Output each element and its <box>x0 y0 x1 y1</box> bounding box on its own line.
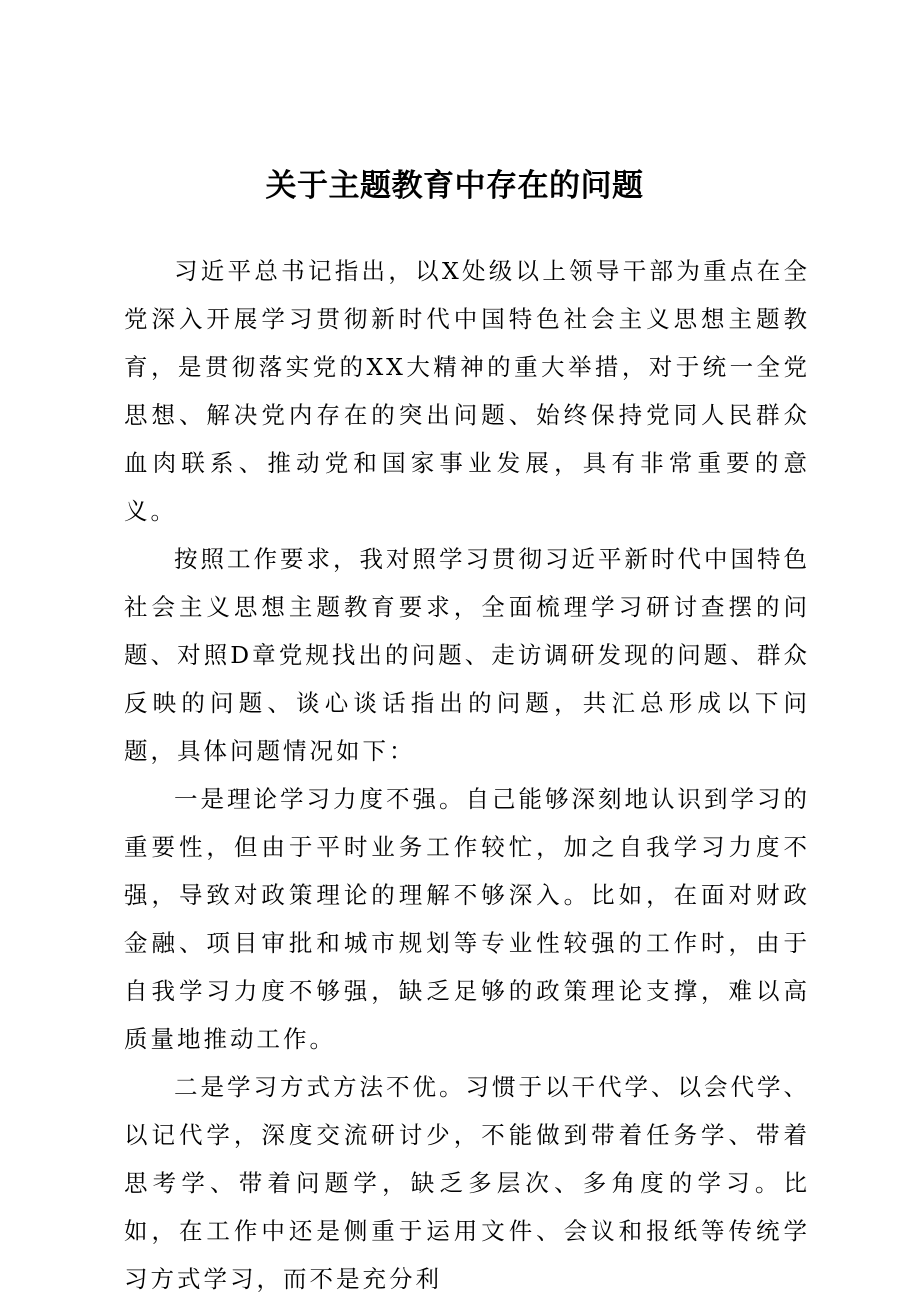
paragraph-intro: 习近平总书记指出，以X处级以上领导干部为重点在全党深入开展学习贯彻新时代中国特色社会主义思想主题教育，是贯彻落实党的XX大精神的重大举措，对于统一全党思想、解决党内存在的突出问题、始终保持党同人民群众血肉联系、推动党和国家事业发展，具有非常重要的意义。 <box>124 257 810 525</box>
paragraph-issue-1: 一是理论学习力度不强。自己能够深刻地认识到学习的重要性，但由于平时业务工作较忙，加之自我学习力度不强，导致对政策理论的理解不够深入。比如，在面对财政金融、项目审批和城市规划等专业性较强的工作时，由于自我学习力度不够强，缺乏足够的政策理论支撑，难以高质量地推动工作。 <box>124 785 810 1053</box>
paragraph-requirements: 按照工作要求，我对照学习贯彻习近平新时代中国特色社会主义思想主题教育要求，全面梳理学习研讨查摆的问题、对照D章党规找出的问题、走访调研发现的问题、群众反映的问题、谈心谈话指出的问题，共汇总形成以下问题，具体问题情况如下： <box>124 545 810 765</box>
document-body <box>124 247 810 1303</box>
document-title: 关于主题教育中存在的问题 <box>265 168 644 204</box>
paragraph-issue-2: 二是学习方式方法不优。习惯于以干代学、以会代学、以记代学，深度交流研讨少，不能做到带着任务学、带着思考学、带着问题学，缺乏多层次、多角度的学习。比如，在工作中还是侧重于运用文件、会议和报纸等传统学习方式学习，而不是充分利 <box>124 1073 810 1293</box>
